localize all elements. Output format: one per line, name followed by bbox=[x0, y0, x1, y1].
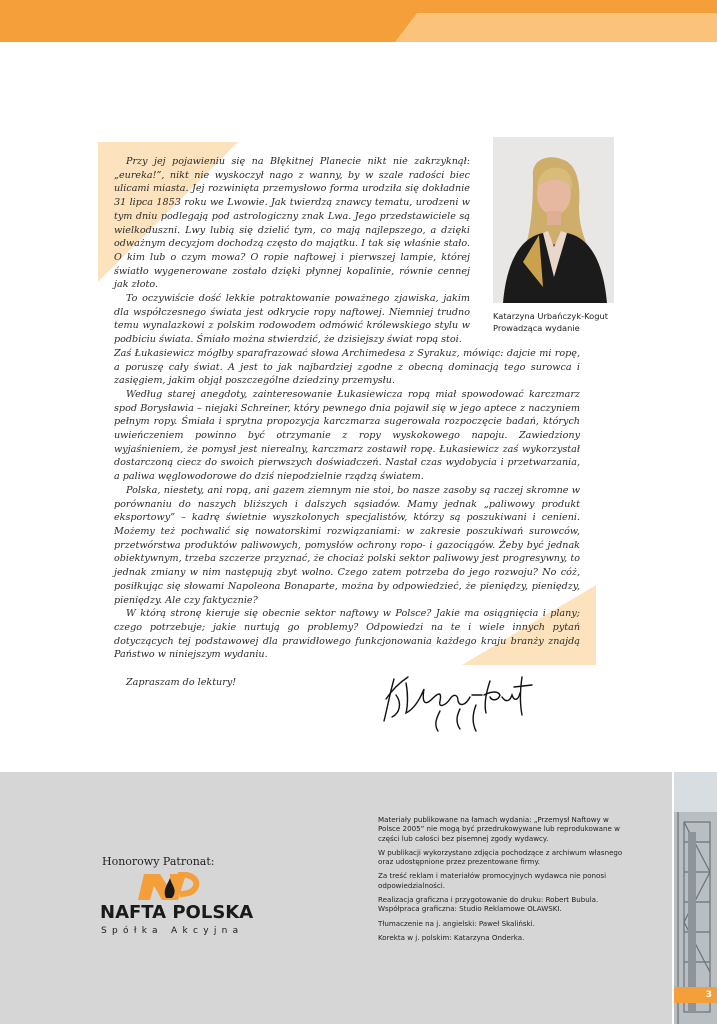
caption-role: Prowadząca wydanie bbox=[493, 323, 580, 333]
letter-paragraph-1: Przy jej pojawieniu się na Błękitnej Planecie nikt nie zakrzyknął: „eureka!”, nikt nie wyskoczył nago z wanny, by w szale radości biec ulicami miasta. Jej rozwinięta przemysłowo forma urodziła się dokładnie 31 lipca 1853 roku we Lwowie. Jak twierdzą znawcy tematu, urodzeni w tym dniu podlegają pod astrologiczny znak Lwa. Jego przedstawiciele są wielkoduszni. Lwy lubią się dzielić tym, co mają najlepszego, a dzięki odważnym decyzjom dochodzą często do majątku. I tak się właśnie stało. O kim lub o czym mowa? O ropie naftowej i pierwszej lampie, której światło wygenerowane zostało dzięki płynnej kopalinie, równie cennej jak złoto. bbox=[114, 156, 470, 291]
logo-subtitle: Spółka Akcyjna bbox=[101, 926, 244, 936]
handwritten-signature bbox=[380, 665, 540, 735]
patron-label: Honorowy Patronat: bbox=[102, 855, 215, 868]
credit-line: Materiały publikowane na łamach wydania: „Przemysł Naftowy w Polsce 2005” nie mogą być przedrukowywane lub reprodukowane w części lub całości bez pisemnej zgody wydawcy. bbox=[378, 815, 620, 843]
page-number: 3 bbox=[674, 987, 717, 1003]
letter-paragraph-2b: Zaś Łukasiewicz mógłby sparafrazować słowa Archimedesa z Syrakuz, mówiąc: dajcie mi ropę, a poruszę cały świat. A jest to jak najbardziej zgodne z obecną dominacją tego surowca i zasięgiem, jakim objął poszczególne dziedziny przemysłu. bbox=[114, 347, 580, 387]
letter-paragraph-3: Według starej anegdoty, zainteresowanie Łukasiewicza ropą miał spowodować karczmarz spod Borysławia – niejaki Schreiner, który pewnego dnia pojawił się w jego aptece z naczyniem pełnym ropy. Śmiała i sprytna propozycja karczmarza sugerowała rozpoczęcie badań, których uwieńczeniem powinno być otrzymanie z ropy wyskokowego napoju. Zawiedziony wyjaśnieniem, że pomysł jest nierealny, karczmarz zostawił ropę. Łukasiewicz zaś wykorzystał dostarczoną ciecz do swoich pierwszych doświadczeń. Nastał czas wydobycia i przetwarzania, a paliwa węglowodorowe do dziś niepodzielnie rządzą światem. bbox=[114, 388, 580, 483]
credit-line: Korekta w j. polskim: Katarzyna Onderka. bbox=[378, 932, 525, 942]
publication-credits bbox=[378, 815, 628, 947]
letter-paragraph-5: W którą stronę kieruje się obecnie sektor naftowy w Polsce? Jakie ma osiągnięcia i plany; czego potrzebuje; jakie nurtują go problemy? Odpowiedzi na te i wiele innych pytań dotyczących tej podstawowej dla prawidłowego funkcjonowania każdego kraju branży znajdą Państwo w niniejszym wydaniu. bbox=[114, 608, 580, 661]
credit-line: Za treść reklam i materiałów promocyjnych wydawca nie ponosi odpowiedzialności. bbox=[378, 871, 607, 890]
editorial-letter bbox=[114, 155, 580, 690]
logo-name: NAFTA POLSKA bbox=[100, 902, 254, 923]
credit-line: W publikacji wykorzystano zdjęcia pochodzące z archiwum własnego oraz udostępnione przez prezentowane firmy. bbox=[378, 847, 623, 867]
letter-paragraph-4: Polska, niestety, ani ropą, ani gazem ziemnym nie stoi, bo nasze zasoby są raczej skromne w porównaniu do naszych bliższych i dalszych sąsiadów. Mamy jednak „paliwowy produkt eksportowy” – kadrę świetnie wyszkolonych specjalistów, którzy są poszukiwani i cenieni. Możemy też pochwalić się nowatorskimi rozwiązaniami: w zakresie poszukiwań surowców, przetwórstwa produktów paliwowych, pomysłów ochrony ropo- i gazociągów. Żeby być jednak obiektywnym, trzeba szczerze przyznać, że chociaż polski sektor paliwowy jest progresywny, to jednak zmiany w nim następują zbyt wolno. Czego zatem potrzeba do jego rozwoju? No cóż, posiłkując się słowami Napoleona Bonaparte, można by odpowiedzieć, że pieniędzy, pieniędzy, pieniędzy. Ale czy faktycznie? bbox=[114, 484, 580, 606]
letter-paragraph-2a: To oczywiście dość lekkie potraktowanie poważnego zjawiska, jakim dla współczesnego świata jest odkrycie ropy naftowej. Niemniej trudno temu wynalazkowi z polskim rodowodem odmówić królewskiego stylu w podbiciu świata. Śmiało można stwierdzić, że dzisiejszy świat ropą stoi. bbox=[114, 293, 470, 346]
credit-line: Tłumaczenie na j. angielski: Paweł Skaliński. bbox=[378, 918, 535, 928]
top-header-band-light bbox=[395, 13, 717, 42]
letter-invitation: Zapraszam do lektury! bbox=[126, 677, 237, 689]
caption-name: Katarzyna Urbańczyk-Kogut bbox=[493, 311, 608, 321]
credit-line: Realizacja graficzna i przygotowanie do druku: Robert Bubula. Współpraca graficzna: Studio Reklamowe OLAWSKI. bbox=[378, 895, 599, 914]
